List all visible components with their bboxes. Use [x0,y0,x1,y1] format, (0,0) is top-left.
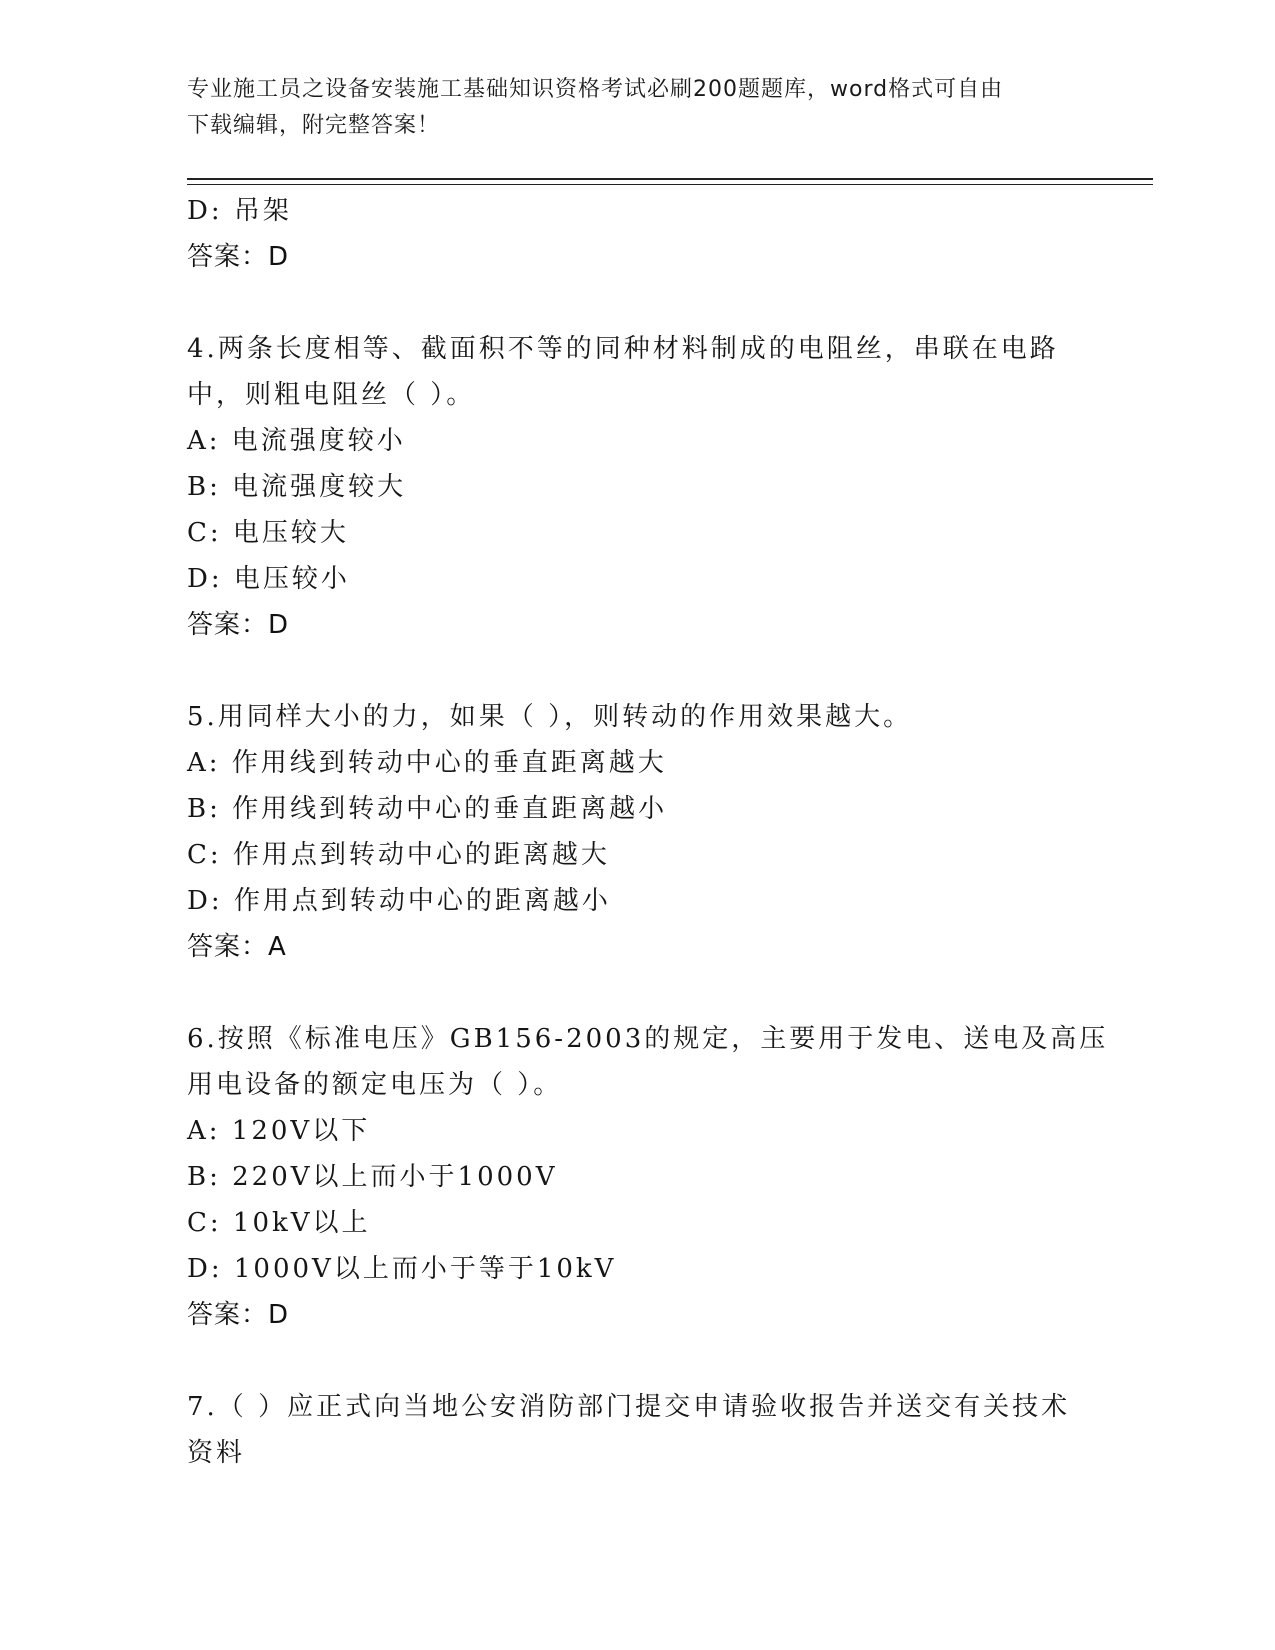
question-5 [187,694,1087,970]
header-line-2: 下载编辑，附完整答案！ [187,113,441,138]
question-text-line-1: 7.（ ）应正式向当地公安消防部门提交申请验收报告并送交有关技术 [187,1392,1071,1422]
answer-line: 答案：A [187,932,287,962]
header-line-1: 专业施工员之设备安装施工基础知识资格考试必刷200题题库，word格式可自由 [187,77,1004,102]
question-6 [187,1016,1109,1338]
question-list [187,188,1109,1476]
header-divider-thin [187,184,1153,185]
question-4 [187,326,1087,648]
option-a: A: 120V以下 [187,1116,371,1146]
option-c: C: 电压较大 [187,518,349,548]
option-a: A: 作用线到转动中心的垂直距离越大 [187,748,667,778]
option-d: D: 作用点到转动中心的距离越小 [187,886,611,916]
option-d: D: 1000V以上而小于等于10kV [187,1254,617,1284]
spacer [187,280,1087,326]
option-c: C: 10kV以上 [187,1208,371,1238]
question-7 [187,1384,1087,1476]
header-divider-thick [187,178,1153,180]
spacer [187,648,1087,694]
option-d: D: 电压较小 [187,564,350,594]
option-b: B: 作用线到转动中心的垂直距离越小 [187,794,668,824]
question-text-line-2: 资料 [187,1438,246,1468]
spacer [187,1338,1087,1384]
option-b: B: 电流强度较大 [187,472,407,502]
document-header [187,72,1067,144]
option-a: A: 电流强度较小 [187,426,406,456]
option-d: D: 吊架 [187,196,292,226]
spacer [187,970,1087,1016]
question-text-line-1: 4.两条长度相等、截面积不等的同种材料制成的电阻丝，串联在电路 [187,334,1059,364]
question-text-line-2: 用电设备的额定电压为（ ）。 [187,1070,563,1100]
question-text-line-1: 6.按照《标准电压》GB156-2003的规定，主要用于发电、送电及高压 [187,1024,1109,1054]
answer-line: 答案：D [187,610,290,640]
answer-line: 答案：D [187,242,290,272]
answer-line: 答案：D [187,1300,290,1330]
question-text-line-2: 中，则粗电阻丝（ ）。 [187,380,476,410]
option-c: C: 作用点到转动中心的距离越大 [187,840,610,870]
question-text-line-1: 5.用同样大小的力，如果（ ），则转动的作用效果越大。 [187,702,913,732]
question-3-tail [187,188,1087,280]
option-b: B: 220V以上而小于1000V [187,1162,558,1192]
